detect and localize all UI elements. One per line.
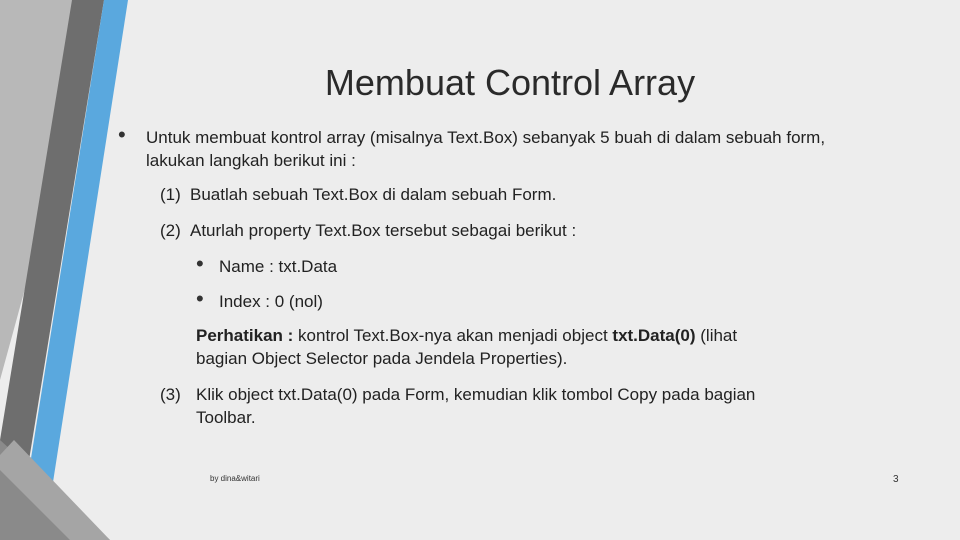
- bullet-dot: •: [196, 251, 204, 276]
- intro-line-2: lakukan langkah berikut ini :: [146, 151, 356, 170]
- note-line-2: bagian Object Selector pada Jendela Properties).: [196, 349, 568, 368]
- footer-author: by dina&witari: [210, 474, 260, 483]
- step-3-line-2: Toolbar.: [196, 408, 256, 427]
- step-1-number: (1): [160, 185, 181, 204]
- step-1-text: Buatlah sebuah Text.Box di dalam sebuah Form.: [190, 185, 557, 204]
- bullet-dot: •: [118, 122, 126, 147]
- slide-title: Membuat Control Array: [324, 62, 696, 103]
- sub-bullet-index: Index : 0 (nol): [219, 292, 323, 311]
- step-3-line-1: Klik object txt.Data(0) pada Form, kemudian klik tombol Copy pada bagian: [196, 385, 756, 404]
- step-2-number: (2): [160, 221, 181, 240]
- note-object-name: txt.Data(0): [612, 326, 696, 345]
- page-number: 3: [893, 474, 899, 485]
- note-label: Perhatikan :: [196, 326, 294, 345]
- note-text-b: (lihat: [695, 326, 738, 345]
- bullet-dot: •: [196, 286, 204, 311]
- sub-bullet-name: Name : txt.Data: [219, 257, 338, 276]
- step-2-text: Aturlah property Text.Box tersebut sebagai berikut :: [190, 221, 577, 240]
- intro-line-1: Untuk membuat kontrol array (misalnya Text.Box) sebanyak 5 buah di dalam sebuah form,: [146, 128, 826, 147]
- note-text-a: kontrol Text.Box-nya akan menjadi object: [293, 326, 613, 345]
- note-line-1: [196, 325, 737, 347]
- step-3-number: (3): [160, 385, 181, 404]
